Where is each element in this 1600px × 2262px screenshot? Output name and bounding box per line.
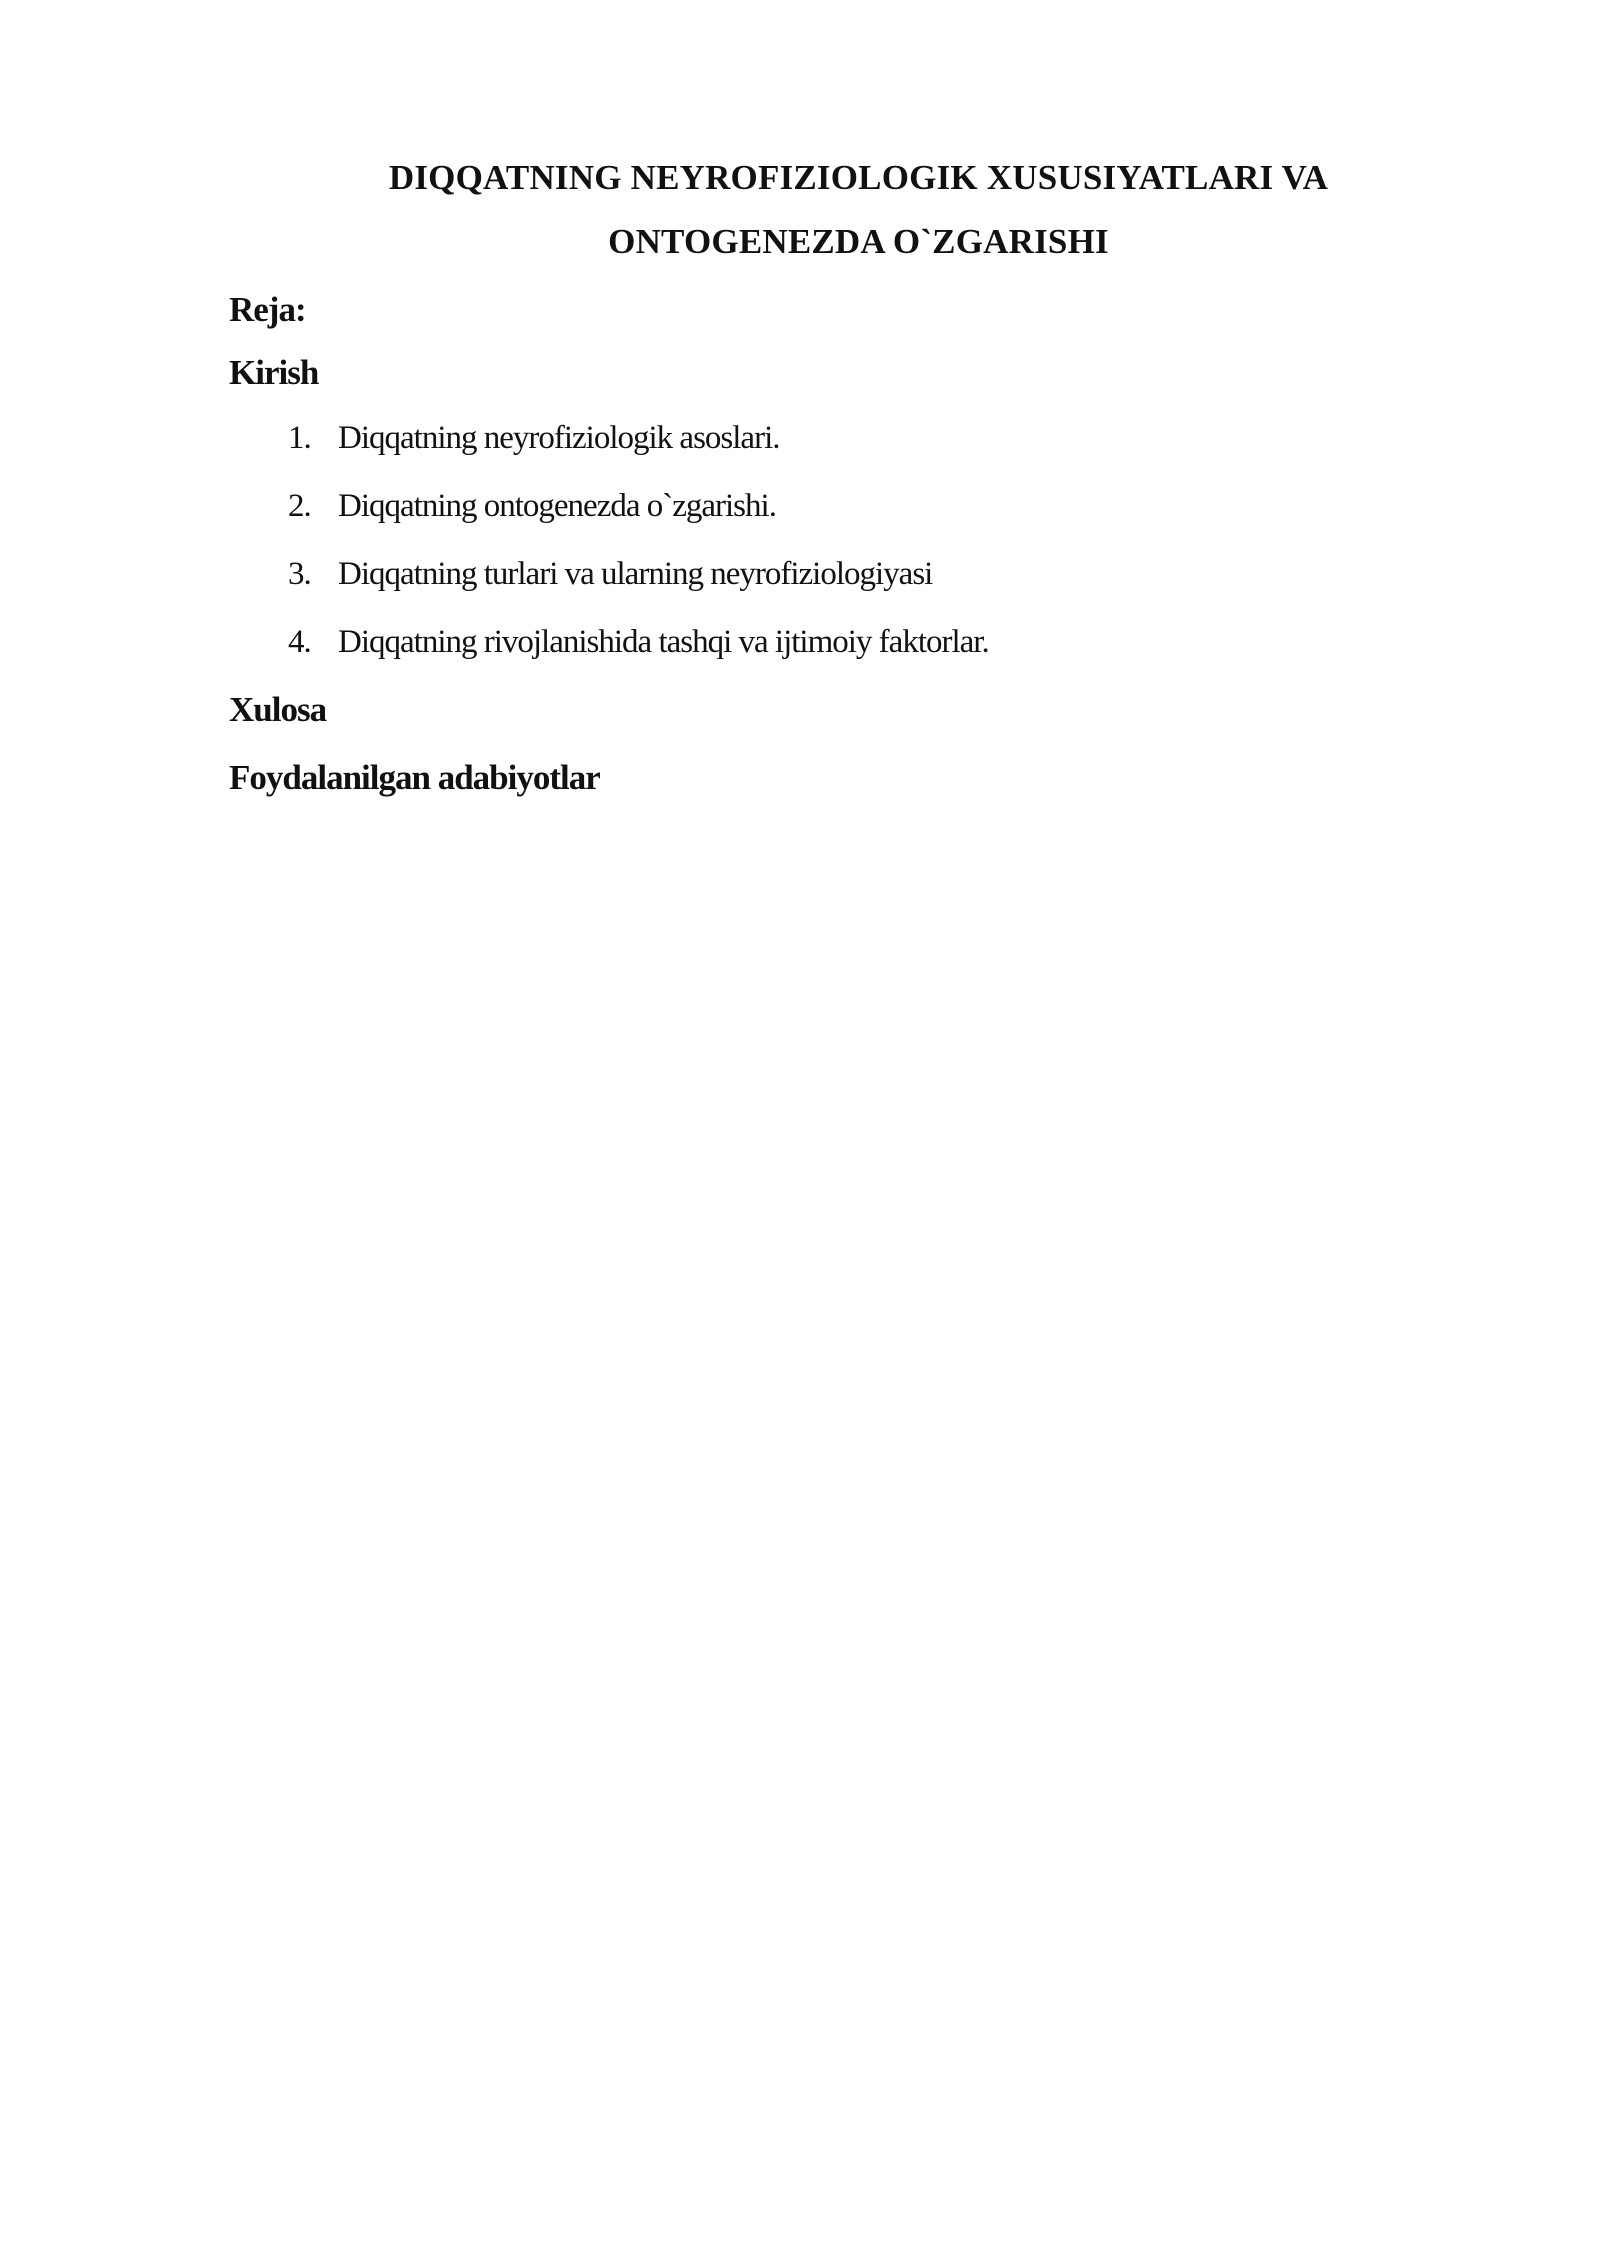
plan-item-text: Diqqatning neyrofiziologik asoslari.: [338, 420, 780, 456]
introduction-heading: Kirish: [229, 353, 319, 392]
plan-item-number: 2.: [288, 488, 311, 524]
document-title-line-2: ONTOGENEZDA O`ZGARISHI: [608, 222, 1109, 261]
plan-item-text: Diqqatning ontogenezda o`zgarishi.: [338, 488, 776, 524]
plan-item-number: 3.: [288, 556, 311, 592]
plan-item-text: Diqqatning rivojlanishida tashqi va ijtimoiy faktorlar.: [338, 624, 989, 660]
plan-item: [288, 622, 989, 662]
references-heading: Foydalanilgan adabiyotlar: [229, 758, 600, 797]
plan-heading: Reja:: [229, 290, 306, 329]
conclusion-heading: Xulosa: [229, 690, 327, 729]
plan-item-number: 1.: [288, 420, 311, 456]
plan-item-text: Diqqatning turlari va ularning neyrofiziologiyasi: [338, 556, 933, 592]
plan-item: [288, 418, 780, 458]
plan-item: [288, 554, 932, 594]
plan-item: [288, 486, 776, 526]
document-title-line-1: DIQQATNING NEYROFIZIOLOGIK XUSUSIYATLARI VA: [388, 158, 1329, 197]
plan-item-number: 4.: [288, 624, 311, 660]
